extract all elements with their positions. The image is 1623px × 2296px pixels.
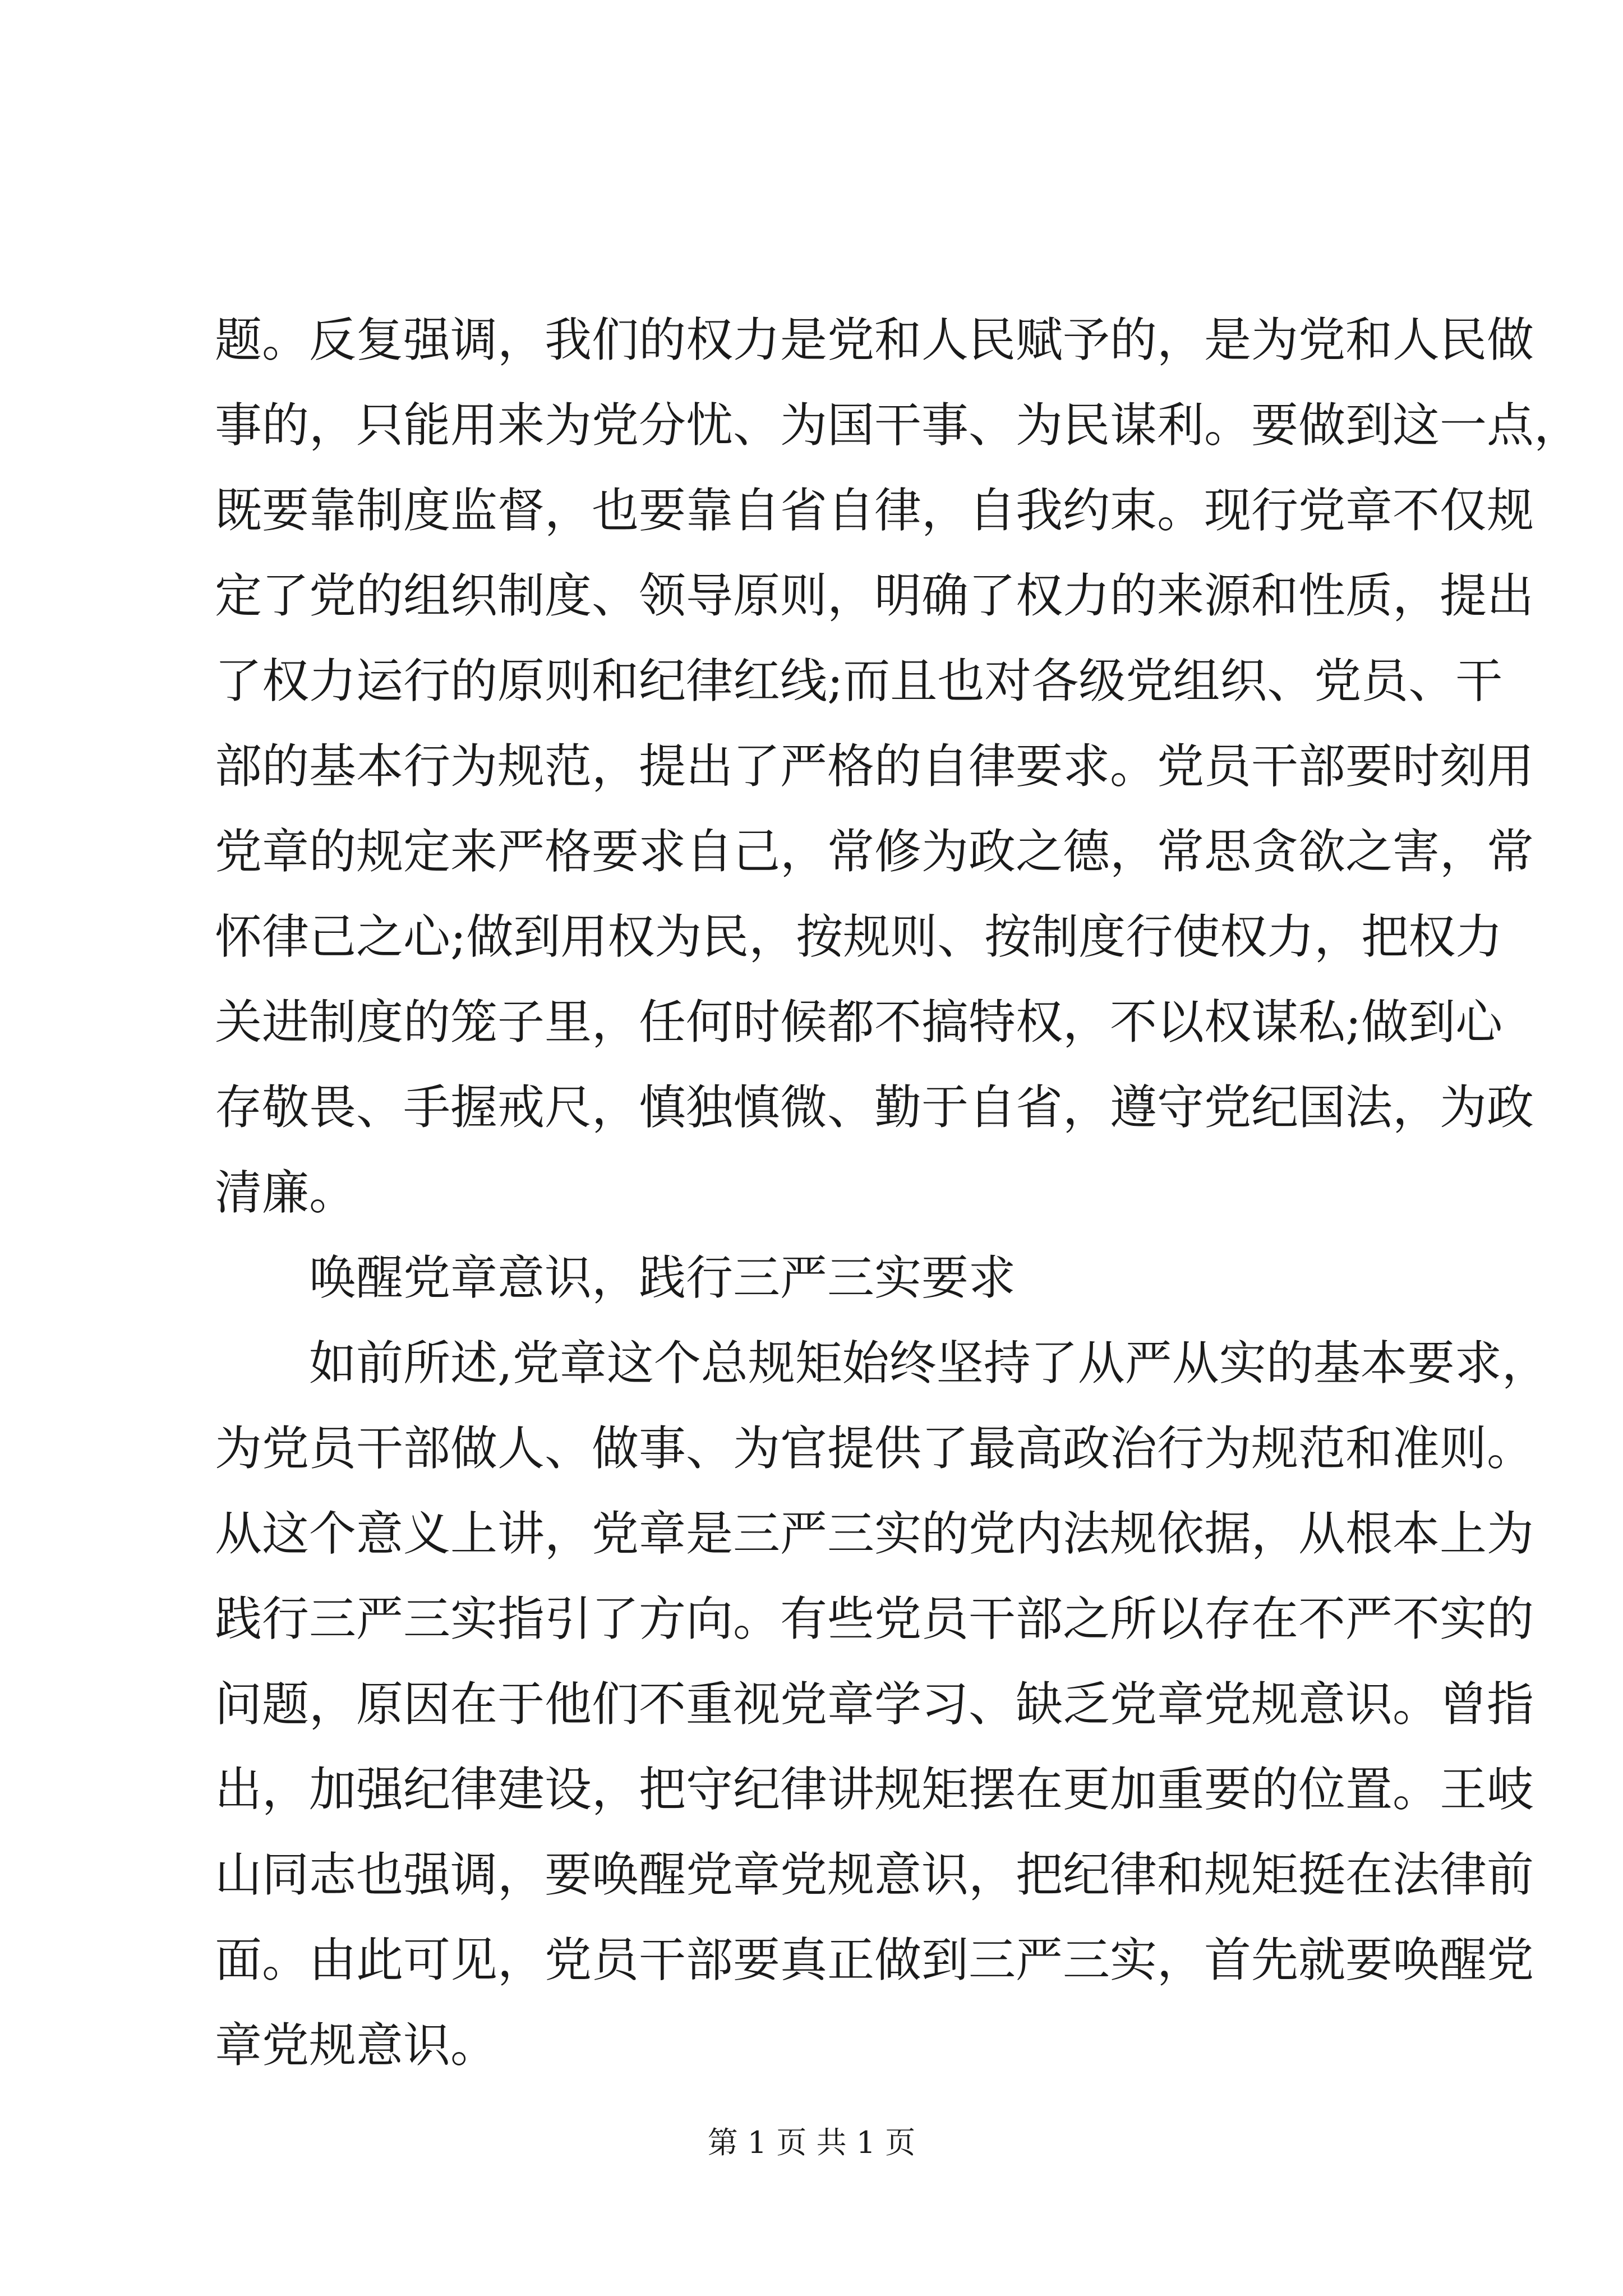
text-line: 事的，只能用来为党分忧、为国干事、为民谋利。要做到这一点， bbox=[215, 398, 1581, 453]
text-line: 部的基本行为规范，提出了严格的自律要求。党员干部要时刻用 bbox=[215, 739, 1534, 794]
text-line: 清廉。 bbox=[215, 1165, 357, 1220]
text-line: 既要靠制度监督，也要靠自省自律，自我约束。现行党章不仅规 bbox=[215, 483, 1534, 538]
text-line: 关进制度的笼子里，任何时候都不搞特权，不以权谋私;做到心 bbox=[215, 995, 1503, 1050]
text-line: 题。反复强调，我们的权力是党和人民赋予的，是为党和人民做 bbox=[215, 312, 1534, 367]
text-line: 为党员干部做人、做事、为官提供了最高政治行为规范和准则。 bbox=[215, 1421, 1534, 1476]
text-line: 了权力运行的原则和纪律红线;而且也对各级党组织、党员、干 bbox=[215, 654, 1503, 708]
text-line: 章党规意识。 bbox=[215, 2018, 498, 2073]
page-number: 第 1 页 共 1 页 bbox=[707, 2125, 916, 2160]
text-line: 出，加强纪律建设，把守纪律讲规矩摆在更加重要的位置。王岐 bbox=[215, 1762, 1534, 1817]
text-line: 山同志也强调，要唤醒党章党规意识，把纪律和规矩挺在法律前 bbox=[215, 1847, 1534, 1902]
text-line: 问题，原因在于他们不重视党章学习、缺乏党章党规意识。曾指 bbox=[215, 1677, 1534, 1732]
text-line: 从这个意义上讲，党章是三严三实的党内法规依据，从根本上为 bbox=[215, 1506, 1534, 1561]
text-line: 定了党的组织制度、领导原则，明确了权力的来源和性质，提出 bbox=[215, 568, 1534, 623]
text-line: 党章的规定来严格要求自己，常修为政之德，常思贪欲之害，常 bbox=[215, 824, 1534, 879]
text-line: 怀律己之心;做到用权为民，按规则、按制度行使权力，把权力 bbox=[215, 909, 1503, 964]
text-line: 面。由此可见，党员干部要真正做到三严三实，首先就要唤醒党 bbox=[215, 1932, 1534, 1987]
document-body bbox=[215, 297, 1581, 2088]
text-line: 如前所述,党章这个总规矩始终坚持了从严从实的基本要求， bbox=[309, 1336, 1549, 1391]
page-footer bbox=[0, 2120, 1623, 2165]
text-line: 践行三严三实指引了方向。有些党员干部之所以存在不严不实的 bbox=[215, 1591, 1534, 1646]
text-line: 存敬畏、手握戒尺，慎独慎微、勤于自省，遵守党纪国法，为政 bbox=[215, 1080, 1534, 1135]
section-heading: 唤醒党章意识，践行三严三实要求 bbox=[309, 1250, 1016, 1305]
